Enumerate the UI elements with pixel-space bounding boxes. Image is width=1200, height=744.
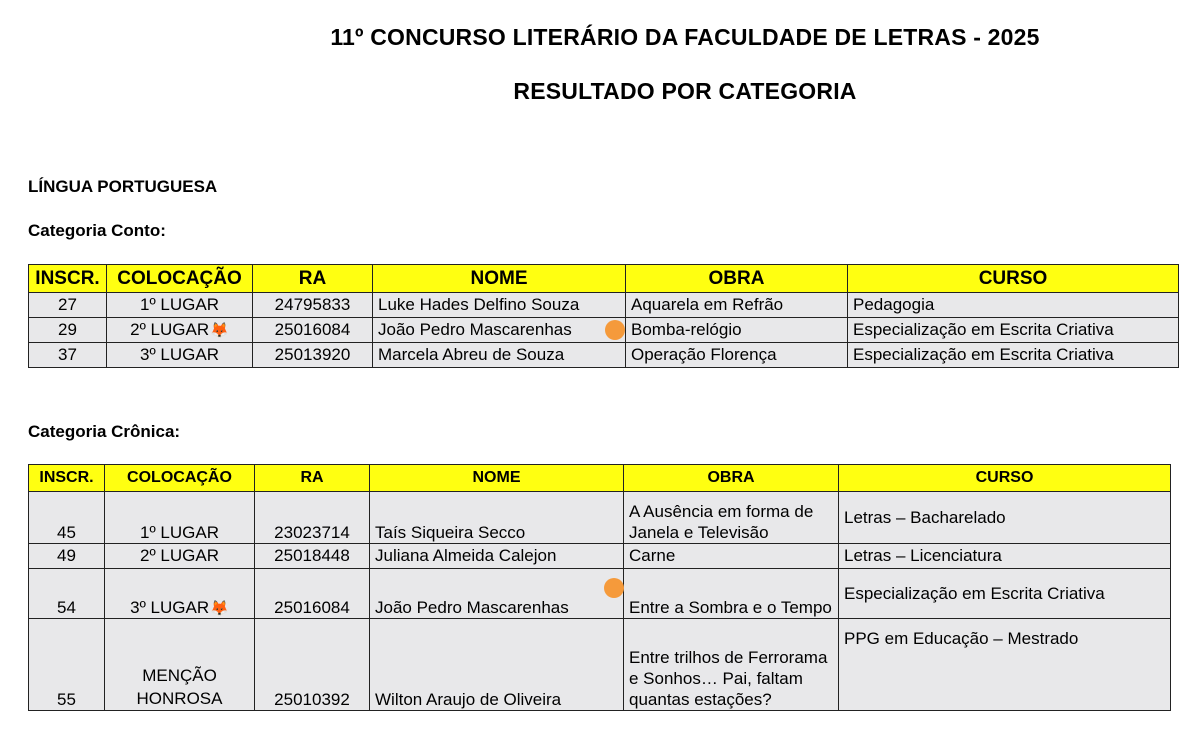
obra-cell: Entre a Sombra e o Tempo bbox=[624, 569, 839, 619]
curso-cell: Pedagogia bbox=[848, 293, 1179, 318]
ra-cell: 25018448 bbox=[255, 544, 370, 569]
curso-cell: Letras – Licenciatura bbox=[839, 544, 1171, 569]
language-section-label: LÍNGUA PORTUGUESA bbox=[28, 177, 218, 196]
col-header-colocacao: COLOCAÇÃO bbox=[107, 265, 253, 293]
table-row bbox=[29, 619, 1171, 711]
curso-cell: Letras – Bacharelado bbox=[839, 492, 1171, 544]
inscr-cell: 49 bbox=[29, 544, 105, 569]
conto-results-table bbox=[28, 264, 1179, 368]
ra-cell: 25016084 bbox=[255, 569, 370, 619]
col-header-inscr: INSCR. bbox=[29, 465, 105, 492]
colocacao-cell: 2º LUGAR bbox=[105, 544, 255, 569]
conto-category-label: Categoria Conto: bbox=[28, 221, 166, 240]
table-row bbox=[29, 293, 1179, 318]
colocacao-text: 2º LUGAR bbox=[130, 320, 210, 339]
nome-cell: Marcela Abreu de Souza bbox=[373, 343, 626, 368]
inscr-cell: 27 bbox=[29, 293, 107, 318]
col-header-ra: RA bbox=[253, 265, 373, 293]
col-header-obra: OBRA bbox=[626, 265, 848, 293]
ra-cell: 23023714 bbox=[255, 492, 370, 544]
inscr-cell: 29 bbox=[29, 318, 107, 343]
nome-cell: Taís Siqueira Secco bbox=[370, 492, 624, 544]
curso-cell: Especialização em Escrita Criativa bbox=[839, 569, 1171, 619]
ra-cell: 24795833 bbox=[253, 293, 373, 318]
obra-cell: A Ausência em forma de Janela e Televisão bbox=[624, 492, 839, 544]
obra-cell: Bomba-relógio bbox=[626, 318, 848, 343]
col-header-obra: OBRA bbox=[624, 465, 839, 492]
nome-cell: Wilton Araujo de Oliveira bbox=[370, 619, 624, 711]
nome-cell: João Pedro Mascarenhas bbox=[370, 569, 624, 619]
obra-cell: Aquarela em Refrão bbox=[626, 293, 848, 318]
colocacao-cell: 3º LUGAR bbox=[107, 343, 253, 368]
col-header-ra: RA bbox=[255, 465, 370, 492]
nome-cell: Juliana Almeida Calejon bbox=[370, 544, 624, 569]
document-title: 11º CONCURSO LITERÁRIO DA FACULDADE DE LETRAS - 2025 bbox=[330, 24, 1040, 50]
fox-emoji-icon: 🦊 bbox=[210, 322, 229, 339]
table-header-row bbox=[29, 465, 1171, 492]
fox-emoji-icon: 🦊 bbox=[210, 600, 229, 617]
table-header-row bbox=[29, 265, 1179, 293]
cronica-category-label: Categoria Crônica: bbox=[28, 422, 181, 441]
obra-cell: Entre trilhos de Ferrorama e Sonhos… Pai, faltam quantas estações? bbox=[624, 619, 839, 711]
cronica-results-table bbox=[28, 464, 1171, 711]
table-row bbox=[29, 492, 1171, 544]
orange-circle-marker bbox=[605, 320, 625, 340]
table-row bbox=[29, 569, 1171, 619]
colocacao-cell: 1º LUGAR bbox=[107, 293, 253, 318]
curso-cell: Especialização em Escrita Criativa bbox=[848, 343, 1179, 368]
col-header-inscr: INSCR. bbox=[29, 265, 107, 293]
inscr-cell: 37 bbox=[29, 343, 107, 368]
col-header-nome: NOME bbox=[370, 465, 624, 492]
curso-cell: Especialização em Escrita Criativa bbox=[848, 318, 1179, 343]
colocacao-cell: 1º LUGAR bbox=[105, 492, 255, 544]
col-header-curso: CURSO bbox=[839, 465, 1171, 492]
document-subtitle: RESULTADO POR CATEGORIA bbox=[513, 78, 857, 104]
table-row bbox=[29, 544, 1171, 569]
colocacao-cell: MENÇÃO HONROSA bbox=[105, 619, 255, 711]
nome-cell: João Pedro Mascarenhas bbox=[373, 318, 626, 343]
inscr-cell: 45 bbox=[29, 492, 105, 544]
ra-cell: 25010392 bbox=[255, 619, 370, 711]
colocacao-text: 3º LUGAR bbox=[130, 598, 210, 617]
ra-cell: 25016084 bbox=[253, 318, 373, 343]
curso-cell: PPG em Educação – Mestrado bbox=[839, 619, 1171, 711]
col-header-curso: CURSO bbox=[848, 265, 1179, 293]
obra-cell: Operação Florença bbox=[626, 343, 848, 368]
table-row bbox=[29, 318, 1179, 343]
orange-circle-marker bbox=[604, 578, 624, 598]
col-header-colocacao: COLOCAÇÃO bbox=[105, 465, 255, 492]
inscr-cell: 54 bbox=[29, 569, 105, 619]
ra-cell: 25013920 bbox=[253, 343, 373, 368]
obra-cell: Carne bbox=[624, 544, 839, 569]
nome-cell: Luke Hades Delfino Souza bbox=[373, 293, 626, 318]
col-header-nome: NOME bbox=[373, 265, 626, 293]
colocacao-cell bbox=[107, 318, 253, 343]
inscr-cell: 55 bbox=[29, 619, 105, 711]
table-row bbox=[29, 343, 1179, 368]
colocacao-cell bbox=[105, 569, 255, 619]
